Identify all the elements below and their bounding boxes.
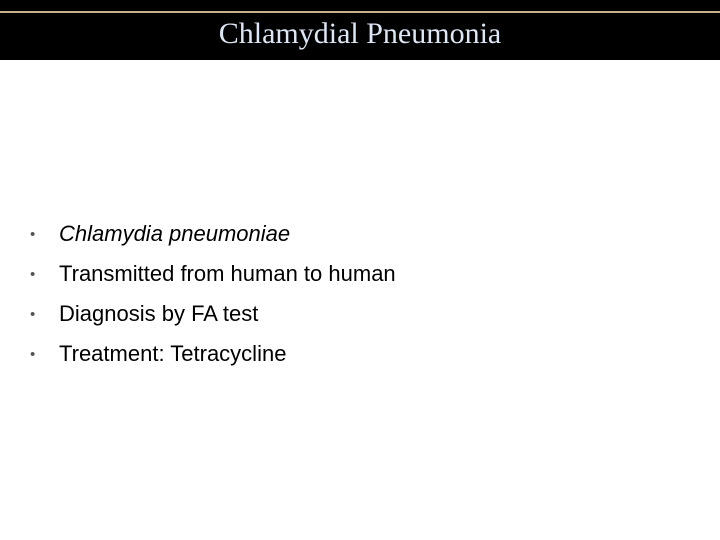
bullet-text: Treatment: Tetracycline — [59, 341, 287, 366]
bullet-icon: • — [30, 225, 36, 243]
bullet-item — [30, 294, 396, 334]
bullet-text: Diagnosis by FA test — [59, 301, 259, 326]
bullet-icon: • — [30, 345, 36, 363]
bullet-item — [30, 334, 396, 374]
bullet-item — [30, 214, 396, 254]
bullet-text: Transmitted from human to human — [59, 261, 396, 286]
title-rule — [0, 11, 720, 13]
title-bar — [0, 0, 720, 60]
bullet-icon: • — [30, 265, 36, 283]
bullet-text: Chlamydia pneumoniae — [59, 221, 291, 246]
slide-title: Chlamydial Pneumonia — [218, 17, 502, 50]
bullet-icon: • — [30, 305, 36, 323]
bullet-list — [30, 214, 396, 374]
bullet-item — [30, 254, 396, 294]
